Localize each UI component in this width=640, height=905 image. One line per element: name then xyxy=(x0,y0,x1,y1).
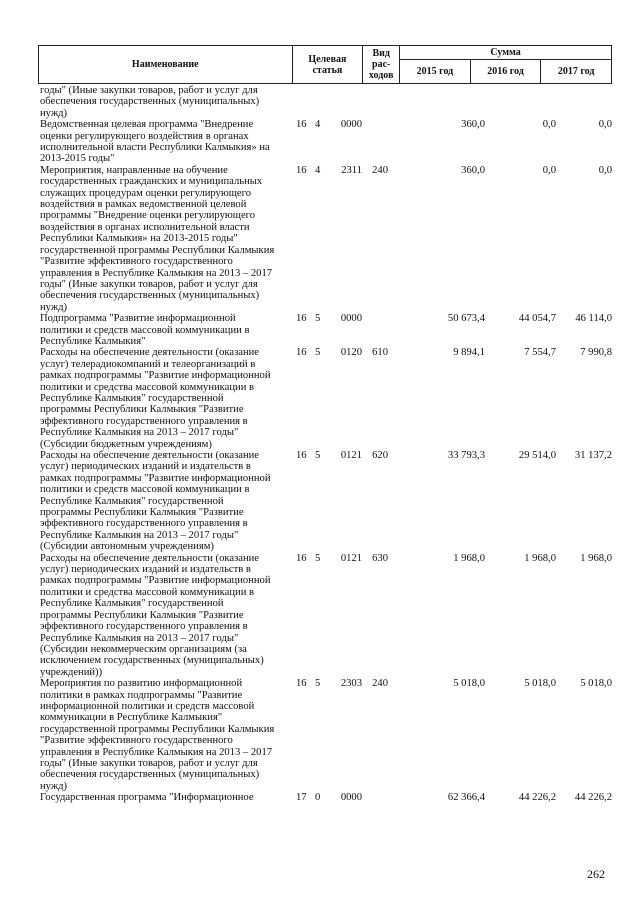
header-sum: Сумма xyxy=(400,46,612,60)
row-sum-2015: 5 018,0 xyxy=(453,678,485,690)
header-2015: 2015 год xyxy=(400,60,471,84)
row-name: Расходы на обеспечение деятельности (оказание услуг) телерадиокомпаний и телеорганизаций в рамках подпрограммы "Развитие информационной политики и средства массовой коммуникации в Республике Калмыкия" государственной программы Республики Калмыкия "Развитие эффективного государственного управления в Республике Калмыкия на 2013 – 2017 годы" (Субсидии бюджетным учреждениям) xyxy=(40,347,271,450)
row-sum-2015: 50 673,4 xyxy=(447,313,485,325)
row-name: Мероприятия по развитию информационной политики в рамках подпрограммы "Развитие информационной политики и средств массовой коммуникации в Республике Калмыкия" государственной программы Республики Калмыкия "Развитие эффективного государственного управления в Республике Калмыкия на 2013 – 2017 годы" (Иные закупки товаров, работ и услуг для обеспечения государственных (муниципальных) нужд) xyxy=(40,678,275,792)
row-code-subprogram: 4 xyxy=(315,164,321,176)
row-sum-2017: 0,0 xyxy=(598,119,612,131)
row-name: Мероприятия, направленные на обучение государственных гражданских и муниципальных служащих процедурам оценки регулирующего воздействия в рамках ведомственной целевой программы "Внедрение оценки регулирующего воздействия в органах исполнительной власти Республики Калмыкия» на 2013-2015 годы" государственной программы Республики Калмыкия "Развитие эффективного государственного управления в Республике Калмыкия на 2013 – 2017 годы" (Иные закупки товаров, работ и услуг для обеспечения государственных (муниципальных) нужд) xyxy=(40,164,275,313)
row-code-program: 16 xyxy=(296,450,307,461)
row-sum-2015: 9 894,1 xyxy=(453,347,485,359)
row-sum-2017: 31 137,2 xyxy=(574,450,612,461)
row-sum-2016: 0,0 xyxy=(542,164,556,176)
row-code-program: 16 xyxy=(296,313,307,325)
row-sum-2016: 5 018,0 xyxy=(524,678,556,690)
row-name: Ведомственная целевая программа "Внедрение оценки регулирующего воздействия в органах исполнительной власти Республики Калмыкия» на 2013-2015 годы" xyxy=(40,119,270,165)
table-row xyxy=(40,792,612,803)
row-expense-type: 240 xyxy=(372,678,388,690)
table-row xyxy=(40,85,612,119)
row-sum-2017: 5 018,0 xyxy=(580,678,612,690)
row-sum-2016: 44 054,7 xyxy=(518,313,556,325)
row-name: Государственная программа "Информационное xyxy=(40,792,254,804)
row-code-program: 16 xyxy=(296,678,307,690)
row-code-program: 17 xyxy=(296,792,307,804)
row-code-direction: 0120 xyxy=(340,347,362,359)
row-code-direction: 2303 xyxy=(340,678,362,690)
row-sum-2015: 62 366,4 xyxy=(447,792,485,804)
table-row xyxy=(40,450,612,553)
row-code-subprogram: 5 xyxy=(315,450,321,461)
row-code-program: 16 xyxy=(296,347,307,359)
header-target: Целевая статья xyxy=(292,46,363,84)
row-name: Расходы на обеспечение деятельности (оказание услуг) периодических изданий и издательств в рамках подпрограммы "Развитие информационной политики и средств массовой коммуникации в Республике Калмыкия" государственной программы Республики Калмыкия "Развитие эффективного государственного управления в Республике Калмыкия на 2013 – 2017 годы" (Субсидии автономным учреждениям) xyxy=(40,450,271,553)
table-row xyxy=(40,678,612,792)
row-code-direction: 0000 xyxy=(340,313,362,325)
row-expense-type: 630 xyxy=(372,552,388,564)
header-name: Наименование xyxy=(39,46,293,84)
row-name: Подпрограмма "Развитие информационной политики и средств массовой коммуникации в Республике Калмыкия" xyxy=(40,313,250,347)
row-code-subprogram: 5 xyxy=(315,678,321,690)
row-expense-type: 610 xyxy=(372,347,388,359)
row-code-subprogram: 5 xyxy=(315,552,321,564)
row-sum-2016: 1 968,0 xyxy=(524,552,556,564)
row-sum-2015: 360,0 xyxy=(461,119,485,131)
row-code-program: 16 xyxy=(296,119,307,131)
row-code-direction: 0000 xyxy=(340,792,362,804)
row-code-subprogram: 5 xyxy=(315,347,321,359)
row-sum-2016: 7 554,7 xyxy=(524,347,556,359)
header-2016: 2016 год xyxy=(470,60,541,84)
table-row xyxy=(40,553,612,678)
row-sum-2016: 0,0 xyxy=(542,119,556,131)
row-code-subprogram: 5 xyxy=(315,313,321,325)
table-row xyxy=(40,119,612,165)
row-sum-2017: 46 114,0 xyxy=(575,313,612,325)
header-2017: 2017 год xyxy=(541,60,612,84)
row-sum-2015: 1 968,0 xyxy=(453,552,485,564)
row-code-subprogram: 0 xyxy=(315,792,321,804)
row-sum-2015: 360,0 xyxy=(461,164,485,176)
page-number: 262 xyxy=(587,867,605,881)
table-row xyxy=(40,165,612,313)
row-code-program: 16 xyxy=(296,164,307,176)
table-row xyxy=(40,313,612,347)
row-code-direction: 0121 xyxy=(340,450,362,461)
row-sum-2016: 29 514,0 xyxy=(518,450,556,461)
row-sum-2016: 44 226,2 xyxy=(518,792,556,804)
header-type: Вид рас-ходов xyxy=(363,46,400,84)
row-code-direction: 0121 xyxy=(340,552,362,564)
row-code-direction: 0000 xyxy=(340,119,362,131)
row-code-subprogram: 4 xyxy=(315,119,321,131)
row-expense-type: 240 xyxy=(372,164,388,176)
row-name: Расходы на обеспечение деятельности (оказание услуг) периодических изданий и издательств в рамках подпрограммы "Развитие информационной политики и средства массовой коммуникации в Республике Калмыкия" государственной программы Республики Калмыкия "Развитие эффективного государственного управления в Республике Калмыкия на 2013 – 2017 годы" (Субсидии некоммерческим организациям (за исключением государственных (муниципальных) учреждений)) xyxy=(40,552,271,678)
table-body xyxy=(40,85,612,804)
row-sum-2017: 0,0 xyxy=(598,164,612,176)
row-sum-2017: 44 226,2 xyxy=(574,792,612,804)
row-sum-2015: 33 793,3 xyxy=(447,450,485,461)
row-sum-2017: 7 990,8 xyxy=(580,347,612,359)
row-expense-type: 620 xyxy=(372,450,388,461)
row-sum-2017: 1 968,0 xyxy=(580,552,612,564)
row-code-program: 16 xyxy=(296,552,307,564)
table-header xyxy=(38,45,612,84)
row-code-direction: 2311 xyxy=(341,164,362,176)
table-row xyxy=(40,347,612,450)
row-name: годы" (Иные закупки товаров, работ и услуг для обеспечения государственных (муниципальных) нужд) xyxy=(40,85,260,119)
